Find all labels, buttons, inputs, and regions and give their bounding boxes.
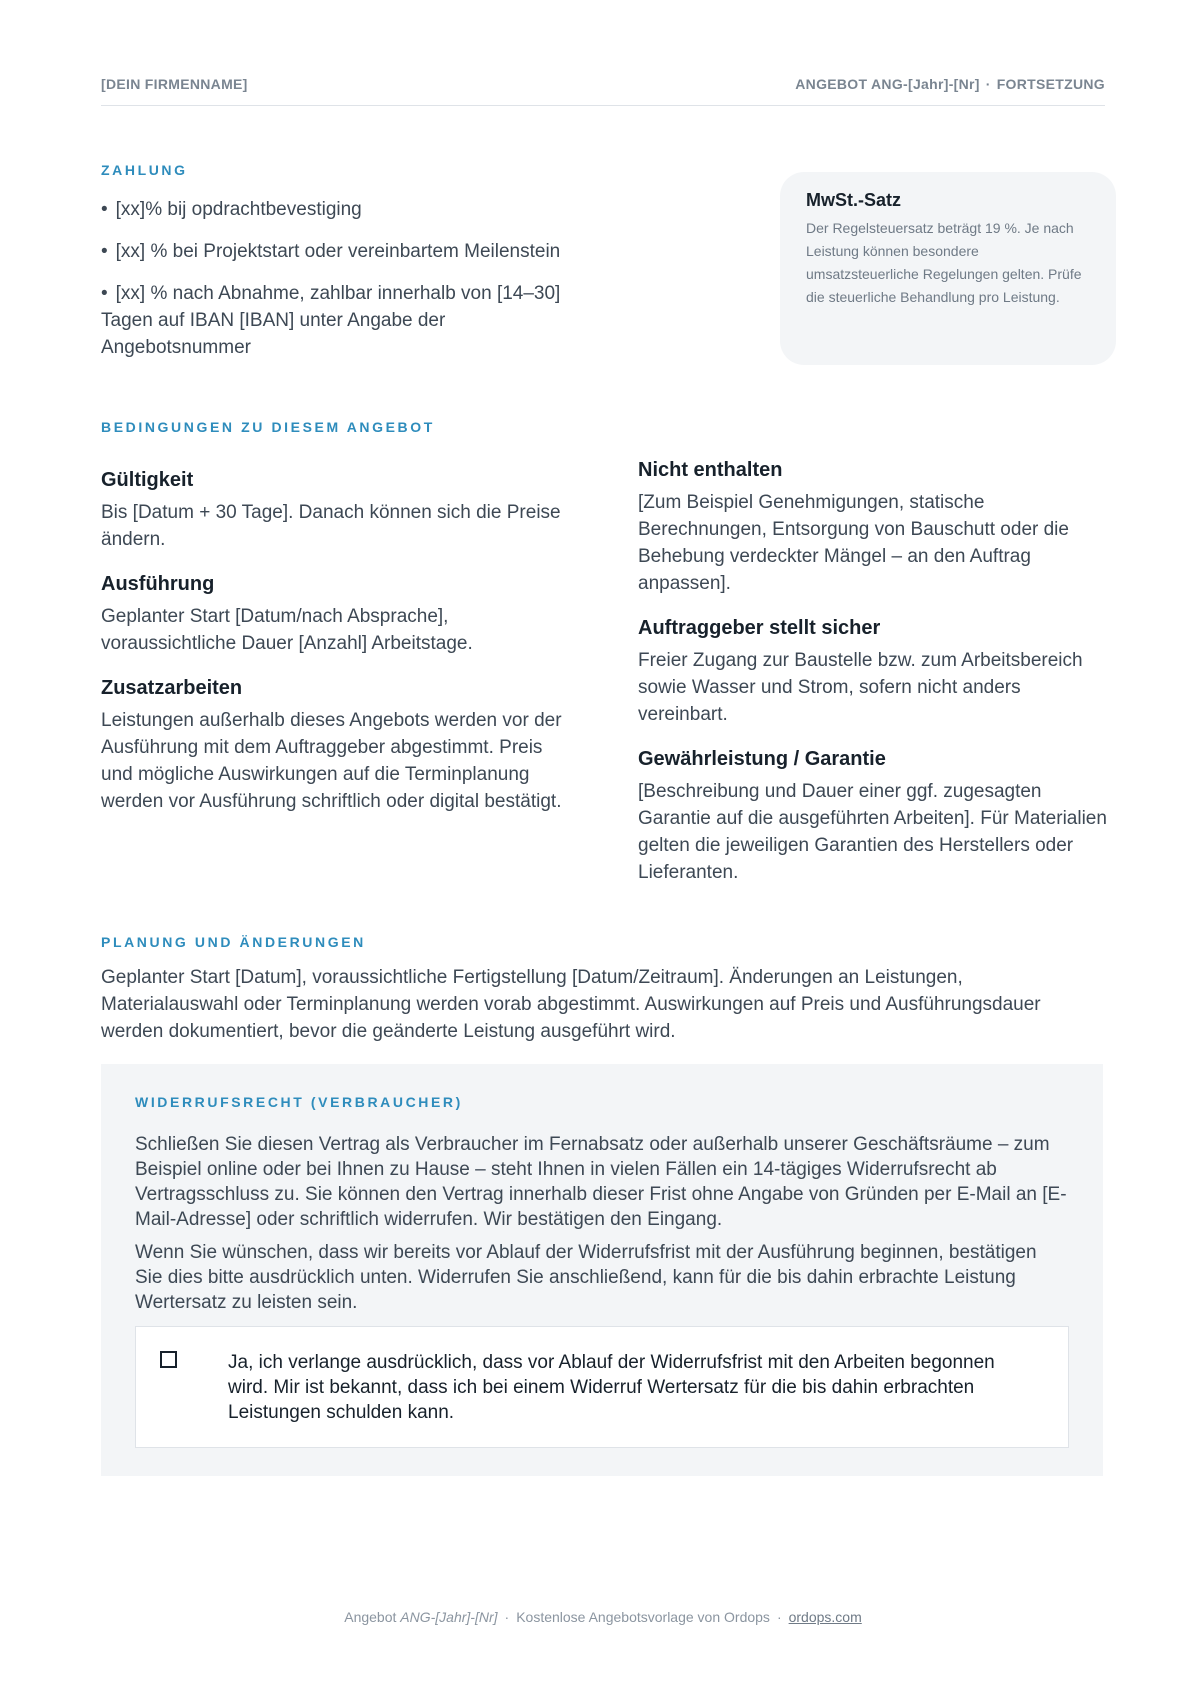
conditions-right-column bbox=[638, 457, 1108, 904]
payment-section-label: ZAHLUNG bbox=[101, 162, 188, 178]
withdrawal-paragraph-1: Schließen Sie diesen Vertrag als Verbraucher im Fernabsatz oder außerhalb unserer Geschäftsräume – zum Beispiel online oder bei Ihnen zu Hause – steht Ihnen in vielen Fällen ein 14-tägiges Widerrufsrecht ab Vertragsschluss zu. Sie können den Vertrag innerhalb dieser Frist ohne Angabe von Gründen per E-Mail an [E-Mail-Adresse] oder schriftlich widerrufen. Wir bestätigen den Eingang. bbox=[135, 1134, 1067, 1230]
withdrawal-paragraph-2: Wenn Sie wünschen, dass wir bereits vor Ablauf der Widerrufsfrist mit der Ausführung beginnen, bestätigen Sie dies bitte ausdrücklich unten. Widerrufen Sie anschließend, kann für die bis dahin erbrachte Leistung Wertersatz zu leisten sein. bbox=[135, 1242, 1037, 1313]
offer-number: ANGEBOT ANG-[Jahr]-[Nr] bbox=[795, 76, 980, 92]
condition-text-execution: Geplanter Start [Datum/nach Absprache], voraussichtliche Dauer [Anzahl] Arbeitstage. bbox=[101, 606, 473, 654]
condition-text-extra-work: Leistungen außerhalb dieses Angebots werden vor der Ausführung mit dem Auftraggeber abgestimmt. Preis und mögliche Auswirkungen auf die Terminplanung werden vor Ausführung schriftlich oder digital bestätigt. bbox=[101, 710, 562, 812]
offer-reference bbox=[795, 76, 1105, 92]
condition-title-warranty: Gewährleistung / Garantie bbox=[638, 748, 886, 770]
company-name: [DEIN FIRMENNAME] bbox=[101, 76, 248, 92]
condition-title-not-included: Nicht enthalten bbox=[638, 459, 783, 481]
payment-item: • [xx] % bei Projektstart oder vereinbartem Meilenstein bbox=[101, 241, 561, 262]
page-header bbox=[101, 72, 1105, 106]
bullet-dot: • bbox=[101, 283, 108, 304]
vat-note-title: MwSt.-Satz bbox=[806, 190, 902, 210]
condition-text-client-provides: Freier Zugang zur Baustelle bzw. zum Arbeitsbereich sowie Wasser und Strom, sofern nicht anders vereinbart. bbox=[638, 650, 1083, 725]
conditions-left-column bbox=[101, 467, 571, 833]
payment-item: • [xx]% bij opdrachtbevestiging bbox=[101, 199, 362, 220]
condition-title-validity: Gültigkeit bbox=[101, 469, 194, 491]
condition-title-extra-work: Zusatzarbeiten bbox=[101, 677, 243, 699]
bullet-dot: • bbox=[101, 241, 108, 262]
continuation-label: FORTSETZUNG bbox=[996, 76, 1105, 92]
footer-template-note: Kostenlose Angebotsvorlage von Ordops bbox=[516, 1609, 770, 1625]
planning-text: Geplanter Start [Datum], voraussichtliche Fertigstellung [Datum/Zeitraum]. Änderungen an Leistungen, Materialauswahl oder Terminplanung werden vorab abgestimmt. Auswirkungen auf Preis und Ausführungsdauer werden dokumentiert, bevor die geänderte Leistung ausgeführt wird. bbox=[101, 967, 1041, 1042]
early-start-confirmation bbox=[135, 1326, 1069, 1448]
vat-note-box bbox=[780, 172, 1116, 365]
footer-separator: · bbox=[776, 1609, 782, 1625]
bullet-dot: • bbox=[101, 199, 108, 220]
header-separator: · bbox=[985, 76, 991, 92]
condition-title-client-provides: Auftraggeber stellt sicher bbox=[638, 617, 881, 639]
early-start-confirmation-text: Ja, ich verlange ausdrücklich, dass vor Ablauf der Widerrufsfrist mit den Arbeiten begonnen wird. Mir ist bekannt, dass ich bei einem Widerruf Wertersatz für die bis dahin erbrachten Leistungen schulden kann. bbox=[228, 1352, 995, 1423]
footer-separator: · bbox=[504, 1609, 510, 1625]
withdrawal-box bbox=[101, 1064, 1103, 1476]
condition-title-execution: Ausführung bbox=[101, 573, 215, 595]
withdrawal-section-label: WIDERRUFSRECHT (VERBRAUCHER) bbox=[135, 1094, 463, 1110]
conditions-section-label: BEDINGUNGEN ZU DIESEM ANGEBOT bbox=[101, 419, 435, 435]
condition-text-validity: Bis [Datum + 30 Tage]. Danach können sich die Preise ändern. bbox=[101, 502, 561, 550]
footer-link[interactable]: ordops.com bbox=[788, 1609, 862, 1625]
page-footer bbox=[101, 1609, 1105, 1625]
vat-note-text: Der Regelsteuersatz beträgt 19 %. Je nach Leistung können besondere umsatzsteuerliche Regelungen gelten. Prüfe die steuerliche Behandlung pro Leistung. bbox=[806, 220, 1082, 305]
early-start-checkbox[interactable] bbox=[160, 1351, 177, 1368]
footer-prefix: Angebot bbox=[344, 1609, 397, 1625]
document-page bbox=[101, 0, 1105, 1698]
condition-text-not-included: [Zum Beispiel Genehmigungen, statische Berechnungen, Entsorgung von Bauschutt oder die Behebung verdeckter Mängel – an den Auftrag anpassen]. bbox=[638, 492, 1069, 594]
condition-text-warranty: [Beschreibung und Dauer einer ggf. zugesagten Garantie auf die ausgeführten Arbeiten]. Für Materialien gelten die jeweiligen Garantien des Herstellers oder Lieferanten. bbox=[638, 781, 1107, 883]
payment-list bbox=[101, 196, 561, 376]
payment-item: • [xx] % nach Abnahme, zahlbar innerhalb von [14–30] Tagen auf IBAN [IBAN] unter Angabe der Angebotsnummer bbox=[101, 283, 561, 358]
footer-offer-number: ANG-[Jahr]-[Nr] bbox=[400, 1609, 498, 1625]
planning-section-label: PLANUNG UND ÄNDERUNGEN bbox=[101, 934, 366, 950]
